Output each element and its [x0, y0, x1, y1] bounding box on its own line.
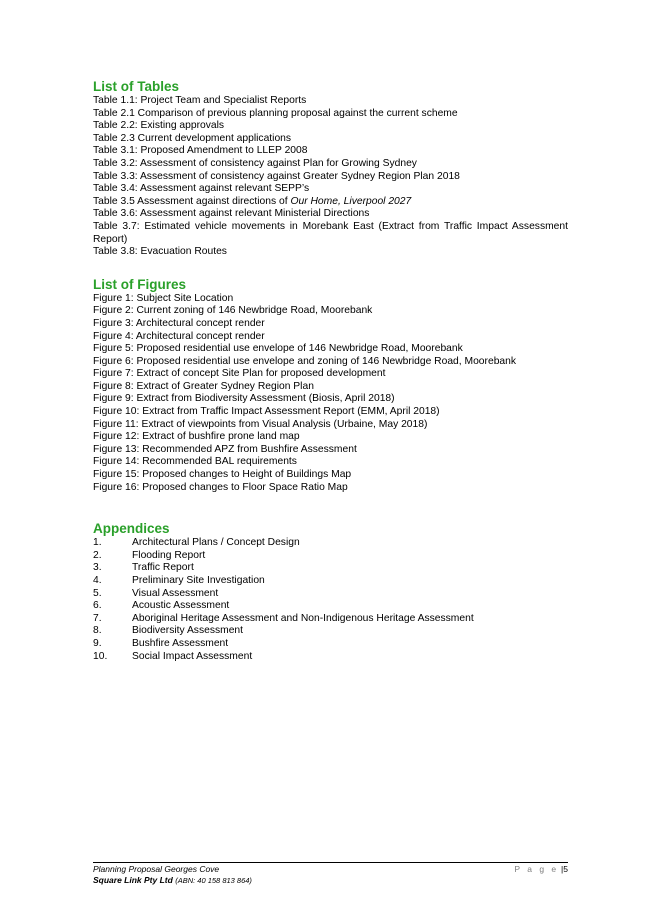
appendix-item	[93, 575, 568, 588]
appendix-number: 7.	[93, 612, 102, 624]
list-of-tables-section	[93, 78, 568, 259]
list-of-figures-section	[93, 276, 568, 495]
figure-list-item: Figure 5: Proposed residential use envelope of 146 Newbridge Road, Moorebank	[93, 343, 463, 355]
appendix-item	[93, 613, 568, 626]
footer-document-title: Planning Proposal Georges Cove	[93, 864, 220, 874]
table-list-item: Table 3.2: Assessment of consistency against Plan for Growing Sydney	[93, 157, 417, 169]
table-list-item-text: Table 3.5 Assessment against directions of	[93, 195, 291, 207]
figure-list-item: Figure 3: Architectural concept render	[93, 317, 265, 329]
appendices-heading: Appendices	[93, 521, 170, 537]
appendix-label: Bushfire Assessment	[132, 637, 229, 649]
page-word: P a g e	[514, 864, 559, 874]
figure-list-item: Figure 1: Subject Site Location	[93, 292, 234, 304]
figure-list-item: Figure 4: Architectural concept render	[93, 330, 265, 342]
appendix-number: 2.	[93, 549, 102, 561]
company-name: Square Link Pty Ltd	[93, 875, 173, 885]
table-list-item	[93, 196, 568, 209]
figure-list-item: Figure 10: Extract from Traffic Impact Assessment Report (EMM, April 2018)	[93, 406, 440, 418]
appendix-item	[93, 638, 568, 651]
list-of-figures-heading: List of Figures	[93, 276, 187, 292]
appendix-item	[93, 588, 568, 601]
table-list-item: Table 3.6: Assessment against relevant Ministerial Directions	[93, 208, 370, 220]
figure-list-item: Figure 12: Extract of bushfire prone land map	[93, 431, 300, 443]
figure-list-item: Figure 7: Extract of concept Site Plan for proposed development	[93, 368, 386, 380]
appendix-number: 1.	[93, 537, 102, 549]
appendix-number: 4.	[93, 575, 102, 586]
appendix-label: Preliminary Site Investigation	[132, 575, 265, 586]
appendix-label: Social Impact Assessment	[132, 650, 253, 662]
figure-list-item: Figure 16: Proposed changes to Floor Space Ratio Map	[93, 481, 348, 493]
table-list-item: Table 2.2: Existing approvals	[93, 120, 225, 132]
appendix-label: Biodiversity Assessment	[132, 625, 244, 637]
page-number: 5	[563, 864, 568, 874]
appendix-item	[93, 550, 568, 563]
appendix-label: Acoustic Assessment	[132, 600, 230, 612]
document-page	[93, 78, 568, 663]
appendix-number: 9.	[93, 637, 102, 649]
appendix-number: 8.	[93, 625, 102, 637]
table-list-item: Table 3.3: Assessment of consistency against Greater Sydney Region Plan 2018	[93, 170, 460, 182]
figure-list-item: Figure 6: Proposed residential use envelope and zoning of 146 Newbridge Road, Moorebank	[93, 355, 517, 367]
figure-list-item: Figure 8: Extract of Greater Sydney Region Plan	[93, 380, 314, 392]
table-list-item: Table 3.7: Estimated vehicle movements in Morebank East (Extract from Traffic Impact Assessment Report)	[93, 220, 568, 245]
table-list-item: Table 3.4: Assessment against relevant SEPP’s	[93, 183, 310, 195]
appendix-label: Flooding Report	[132, 549, 206, 561]
table-list-item: Table 2.3 Current development applications	[93, 132, 292, 144]
table-list-item: Table 1.1: Project Team and Specialist Reports	[93, 95, 307, 106]
appendix-number: 10.	[93, 650, 108, 662]
page-footer	[93, 862, 568, 886]
appendix-item	[93, 600, 568, 613]
appendix-label: Traffic Report	[132, 562, 194, 574]
figure-list-item: Figure 14: Recommended BAL requirements	[93, 456, 297, 468]
company-abn: (ABN: 40 158 813 864)	[175, 876, 252, 885]
list-of-tables-heading: List of Tables	[93, 79, 180, 94]
appendix-label: Visual Assessment	[132, 587, 219, 599]
appendices-section	[93, 520, 568, 663]
page-number-block	[514, 864, 568, 875]
figure-list-item: Figure 2: Current zoning of 146 Newbridge Road, Moorebank	[93, 305, 373, 317]
appendix-item	[93, 537, 568, 550]
table-list-item-italic: Our Home, Liverpool 2027	[290, 195, 412, 207]
figure-list-item: Figure 13: Recommended APZ from Bushfire Assessment	[93, 443, 357, 455]
footer-top-row	[93, 864, 568, 875]
figure-list-item: Figure 15: Proposed changes to Height of Buildings Map	[93, 469, 352, 481]
appendix-item	[93, 651, 568, 664]
table-list-item: Table 3.8: Evacuation Routes	[93, 246, 227, 258]
appendix-item	[93, 625, 568, 638]
figure-list-item: Figure 9: Extract from Biodiversity Assessment (Biosis, April 2018)	[93, 393, 395, 405]
appendix-number: 6.	[93, 600, 102, 612]
appendix-number: 3.	[93, 562, 102, 574]
footer-bottom-row	[93, 875, 568, 886]
table-list-item: Table 3.1: Proposed Amendment to LLEP 2008	[93, 145, 308, 157]
appendix-label: Aboriginal Heritage Assessment and Non-Indigenous Heritage Assessment	[132, 612, 474, 624]
appendix-item	[93, 562, 568, 575]
figure-list-item: Figure 11: Extract of viewpoints from Visual Analysis (Urbaine, May 2018)	[93, 418, 428, 430]
page-separator: |	[561, 864, 564, 874]
table-list-item: Table 2.1 Comparison of previous planning proposal against the current scheme	[93, 107, 458, 119]
footer-company	[93, 875, 252, 886]
appendix-number: 5.	[93, 587, 102, 599]
appendix-label: Architectural Plans / Concept Design	[132, 537, 300, 549]
